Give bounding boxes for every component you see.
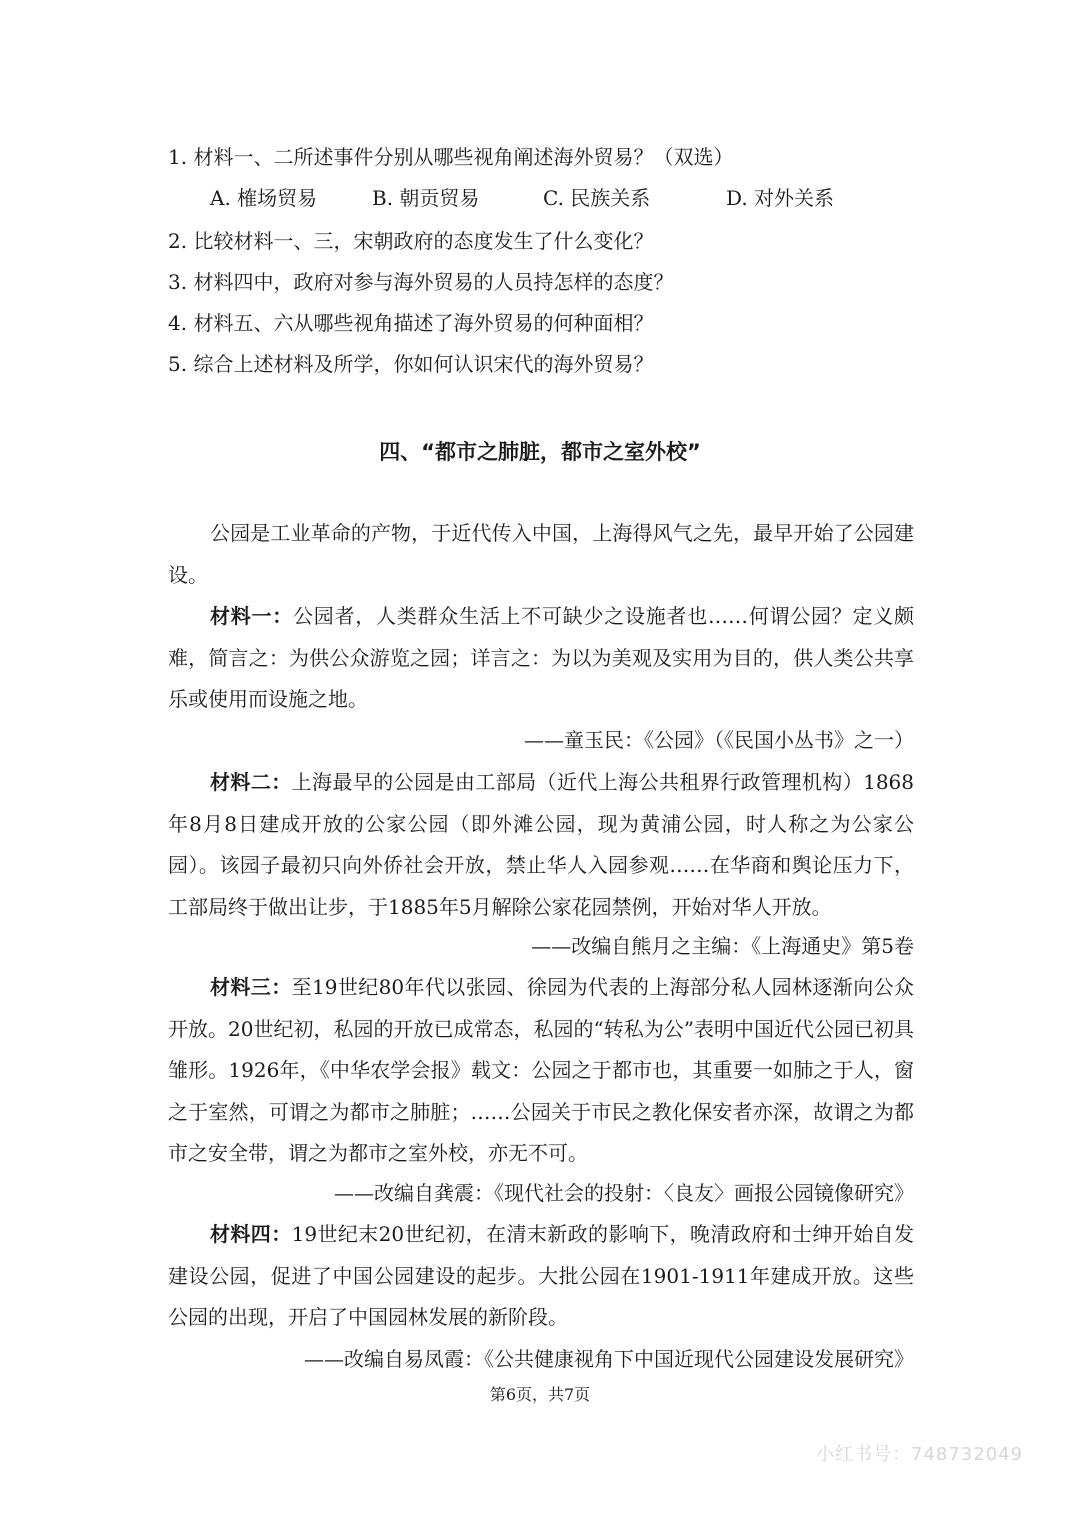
material-4-source: ——改编自易凤霞：《公共健康视角下中国近现代公园建设发展研究》 [304, 1347, 914, 1371]
material-1-text: 公园者，人类群众生活上不可缺少之设施者也……何谓公园？定义颇难，简言之：为供公众游览之园；详言之：为以为美观及实用为目的，供人类公共享乐或使用而设施之地。 [168, 604, 914, 711]
watermark: 小红书号：748732049 [816, 1444, 1024, 1465]
material-2 [168, 762, 914, 928]
section-heading: 四、“都市之肺脏，都市之室外校” [379, 440, 701, 464]
question-1: 1. 材料一、二所述事件分别从哪些视角阐述海外贸易？（双选） [168, 145, 734, 169]
material-1-label: 材料一： [210, 604, 293, 628]
question-2: 2. 比较材料一、三，宋朝政府的态度发生了什么变化？ [168, 229, 654, 253]
question-3: 3. 材料四中，政府对参与海外贸易的人员持怎样的态度？ [168, 270, 674, 294]
material-3-label: 材料三： [210, 975, 292, 999]
option-b: B. 朝贡贸易 [372, 186, 480, 210]
material-3-text: 至19世纪80年代以张园、徐园为代表的上海部分私人园林逐渐向公众开放。20世纪初，私园的开放已成常态，私园的“转私为公”表明中国近代公园已初具雏形。1926年，《中华农学会报》载文：公园之于都市也，其重要一如肺之于人，窗之于室然，可谓之为都市之肺脏；……公园关于市民之教化保安者亦深，故谓之为都市之安全带，谓之为都市之室外校，亦无不可。 [168, 975, 914, 1165]
material-3 [168, 967, 914, 1175]
material-3-source: ——改编自龚震：《现代社会的投射：〈良友〉画报公园镜像研究》 [334, 1181, 914, 1205]
question-4: 4. 材料五、六从哪些视角描述了海外贸易的何种面相？ [168, 311, 654, 335]
material-4-text: 19世纪末20世纪初，在清末新政的影响下，晚清政府和士绅开始自发建设公园，促进了中国公园建设的起步。大批公园在1901-1911年建成开放。这些公园的出现，开启了中国园林发展的新阶段。 [168, 1222, 914, 1329]
material-4-label: 材料四： [210, 1222, 292, 1246]
material-2-label: 材料二： [210, 770, 292, 794]
material-1-source: ——童玉民：《公园》（《民国小丛书》之一） [524, 728, 914, 752]
material-1 [168, 596, 914, 721]
option-d: D. 对外关系 [726, 186, 835, 210]
material-4 [168, 1214, 914, 1339]
material-2-text: 上海最早的公园是由工部局（近代上海公共租界行政管理机构）1868年8月8日建成开放的公家公园（即外滩公园，现为黄浦公园，时人称之为公家公园）。该园子最初只向外侨社会开放，禁止华人入园参观……在华商和舆论压力下，工部局终于做出让步，于1885年5月解除公家花园禁例，开始对华人开放。 [168, 770, 914, 919]
intro-paragraph: 公园是工业革命的产物，于近代传入中国，上海得风气之先，最早开始了公园建设。 [168, 521, 914, 587]
option-c: C. 民族关系 [543, 186, 651, 210]
material-2-source: ——改编自熊月之主编：《上海通史》第5卷 [531, 934, 914, 958]
page-footer: 第6页，共7页 [489, 1385, 591, 1404]
question-5: 5. 综合上述材料及所学，你如何认识宋代的海外贸易？ [168, 352, 654, 376]
option-a: A. 榷场贸易 [210, 186, 318, 210]
